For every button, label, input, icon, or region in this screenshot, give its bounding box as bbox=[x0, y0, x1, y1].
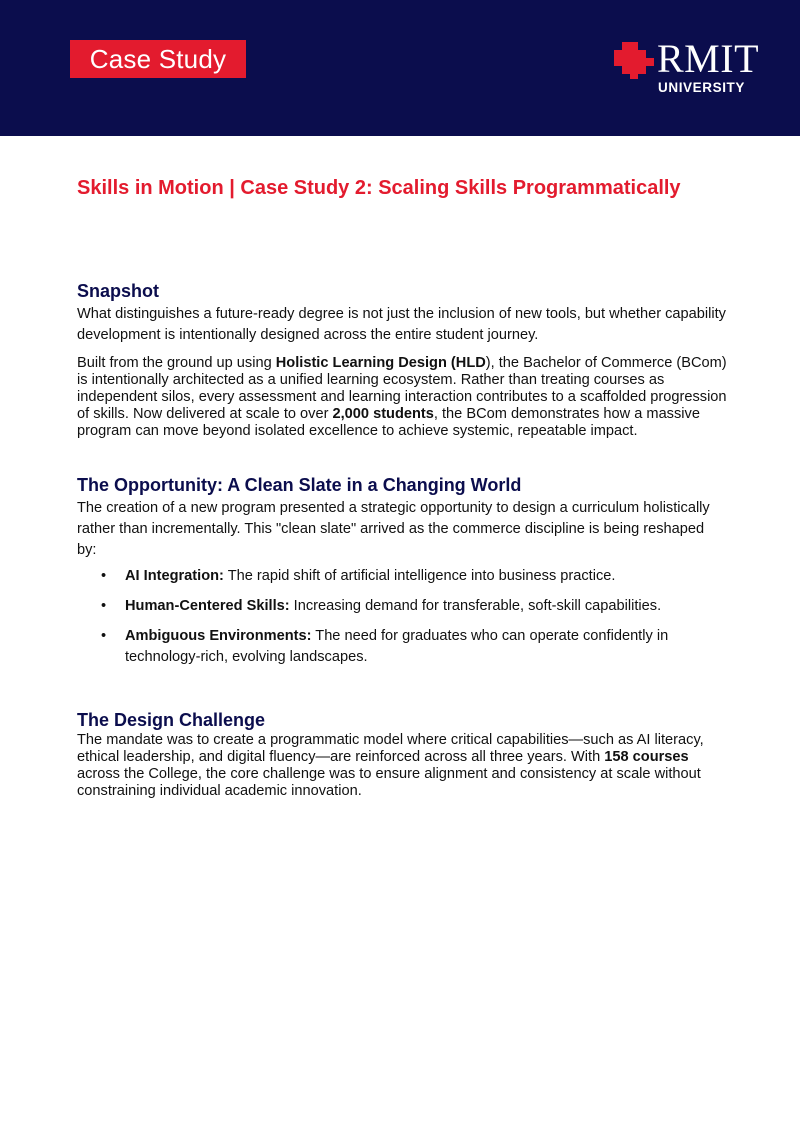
bullet-label: AI Integration: bbox=[125, 568, 224, 584]
opportunity-heading: The Opportunity: A Clean Slate in a Changing World bbox=[77, 475, 522, 495]
bold-text: Holistic Learning Design (HLD bbox=[275, 355, 486, 371]
bullet-text: The need for graduates who can operate confidently in technology-rich, evolving landscapes. bbox=[125, 628, 669, 665]
bullet-icon: • bbox=[101, 568, 107, 584]
text-run: , the BCom demonstrates how a massive program can move beyond isolated excellence to achieve systemic, repeatable impact. bbox=[77, 406, 700, 439]
bullet-text: The rapid shift of artificial intelligence into business practice. bbox=[223, 568, 616, 584]
snapshot-paragraph-1: What distinguishes a future-ready degree is not just the inclusion of new tools, but whether capability development is intentionally designed across the entire student journey. bbox=[77, 306, 726, 343]
page-header bbox=[0, 0, 800, 136]
text-run: across the College, the core challenge was to ensure alignment and consistency at scale without constraining individual academic innovation. bbox=[77, 766, 701, 799]
list-item bbox=[77, 596, 697, 617]
bold-text: 2,000 students bbox=[332, 406, 434, 422]
document-title: Skills in Motion | Case Study 2: Scaling Skills Programmatically bbox=[77, 177, 681, 199]
text-run: Built from the ground up using bbox=[77, 355, 276, 371]
design-challenge-paragraph bbox=[77, 732, 727, 800]
logo-subtitle: UNIVERSITY bbox=[658, 80, 746, 95]
list-item bbox=[77, 566, 697, 587]
case-study-tag: Case Study bbox=[70, 40, 246, 78]
snapshot-heading: Snapshot bbox=[77, 281, 160, 301]
text-run: ), the Bachelor of Commerce (BCom) is intentionally architected as a unified learning ecosystem. Rather than treating courses as independent silos, every assessment and learning interaction contributes to a scaffolded progression of skills. Now delivered at scale to over bbox=[77, 355, 727, 422]
opportunity-bullet-list bbox=[77, 566, 697, 677]
rmit-pixel-mark-icon bbox=[612, 40, 656, 80]
rmit-logo bbox=[612, 36, 772, 100]
bullet-label: Human-Centered Skills: bbox=[125, 598, 290, 614]
opportunity-intro: The creation of a new program presented a strategic opportunity to design a curriculum holistically rather than incrementally. This "clean slate" arrived as the commerce discipline is being reshaped by: bbox=[77, 500, 710, 558]
bullet-label: Ambiguous Environments: bbox=[125, 628, 312, 644]
list-item bbox=[77, 626, 697, 668]
text-run: The mandate was to create a programmatic model where critical capabilities—such as AI literacy, ethical leadership, and digital fluency—are reinforced across all three years. With bbox=[77, 732, 704, 765]
design-challenge-heading: The Design Challenge bbox=[77, 710, 266, 730]
bullet-icon: • bbox=[101, 598, 107, 614]
bullet-text: Increasing demand for transferable, soft-skill capabilities. bbox=[289, 598, 662, 614]
logo-wordmark: RMIT bbox=[657, 36, 759, 81]
snapshot-paragraph-2 bbox=[77, 355, 727, 440]
bullet-icon: • bbox=[101, 628, 107, 644]
bold-text: 158 courses bbox=[604, 749, 689, 765]
